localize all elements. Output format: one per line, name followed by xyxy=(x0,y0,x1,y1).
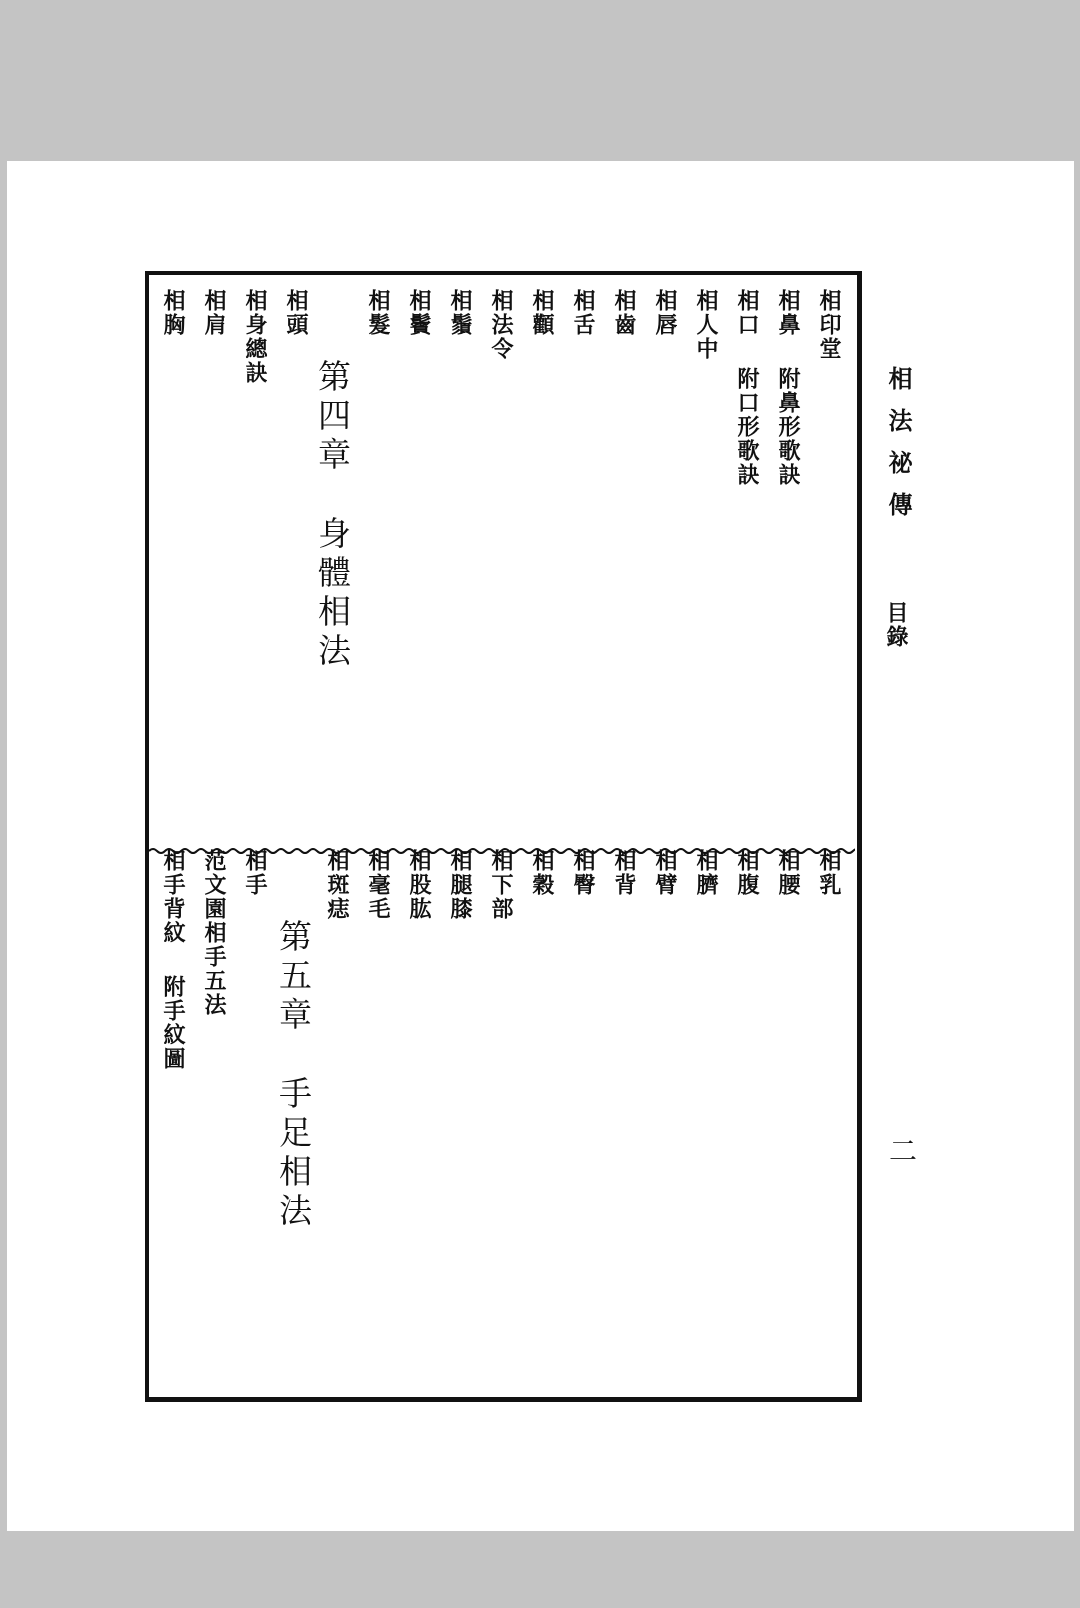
toc-entry: 相臂 xyxy=(652,849,678,897)
page-number: 二 xyxy=(885,1136,918,1164)
toc-entry: 相髮 xyxy=(365,289,391,337)
toc-entry: 相背 xyxy=(611,849,637,897)
toc-entry: 相手 xyxy=(242,849,268,897)
chapter-heading: 第四章身體相法 xyxy=(313,359,352,672)
toc-entry: 相法令 xyxy=(488,289,514,361)
toc-entry: 相人中 xyxy=(693,289,719,361)
toc-entry: 相印堂 xyxy=(816,289,842,361)
toc-entry: 相斑痣 xyxy=(324,849,350,921)
toc-entry: 相顴 xyxy=(529,289,555,337)
toc-entry: 相手背紋附手紋圖 xyxy=(160,849,186,1071)
toc-entry: 相臀 xyxy=(570,849,596,897)
toc-entry: 范文園相手五法 xyxy=(201,849,227,1017)
running-section: 目錄 xyxy=(883,601,909,649)
toc-entry: 相腹 xyxy=(734,849,760,897)
toc-entry: 相乳 xyxy=(816,849,842,897)
toc-entry: 相臍 xyxy=(693,849,719,897)
toc-entry: 相鼻附鼻形歌訣 xyxy=(775,289,801,487)
toc-entry: 相鬢 xyxy=(406,289,432,337)
toc-entry: 相鬚 xyxy=(447,289,473,337)
toc-entry: 相頭 xyxy=(283,289,309,337)
toc-entry: 相口附口形歌訣 xyxy=(734,289,760,487)
page xyxy=(7,161,1074,1531)
toc-entry: 相穀 xyxy=(529,849,555,897)
toc-entry: 相身總訣 xyxy=(242,289,268,385)
toc-entry: 相胸 xyxy=(160,289,186,337)
toc-entry: 相齒 xyxy=(611,289,637,337)
toc-entry: 相肩 xyxy=(201,289,227,337)
toc-entry: 相舌 xyxy=(570,289,596,337)
toc-entry: 相腿膝 xyxy=(447,849,473,921)
running-title: 相法祕傳 xyxy=(884,366,913,534)
toc-entry: 相腰 xyxy=(775,849,801,897)
toc-entry: 相股肱 xyxy=(406,849,432,921)
toc-entry: 相下部 xyxy=(488,849,514,921)
toc-entry: 相毫毛 xyxy=(365,849,391,921)
toc-entry: 相唇 xyxy=(652,289,678,337)
chapter-heading: 第五章手足相法 xyxy=(274,919,313,1232)
